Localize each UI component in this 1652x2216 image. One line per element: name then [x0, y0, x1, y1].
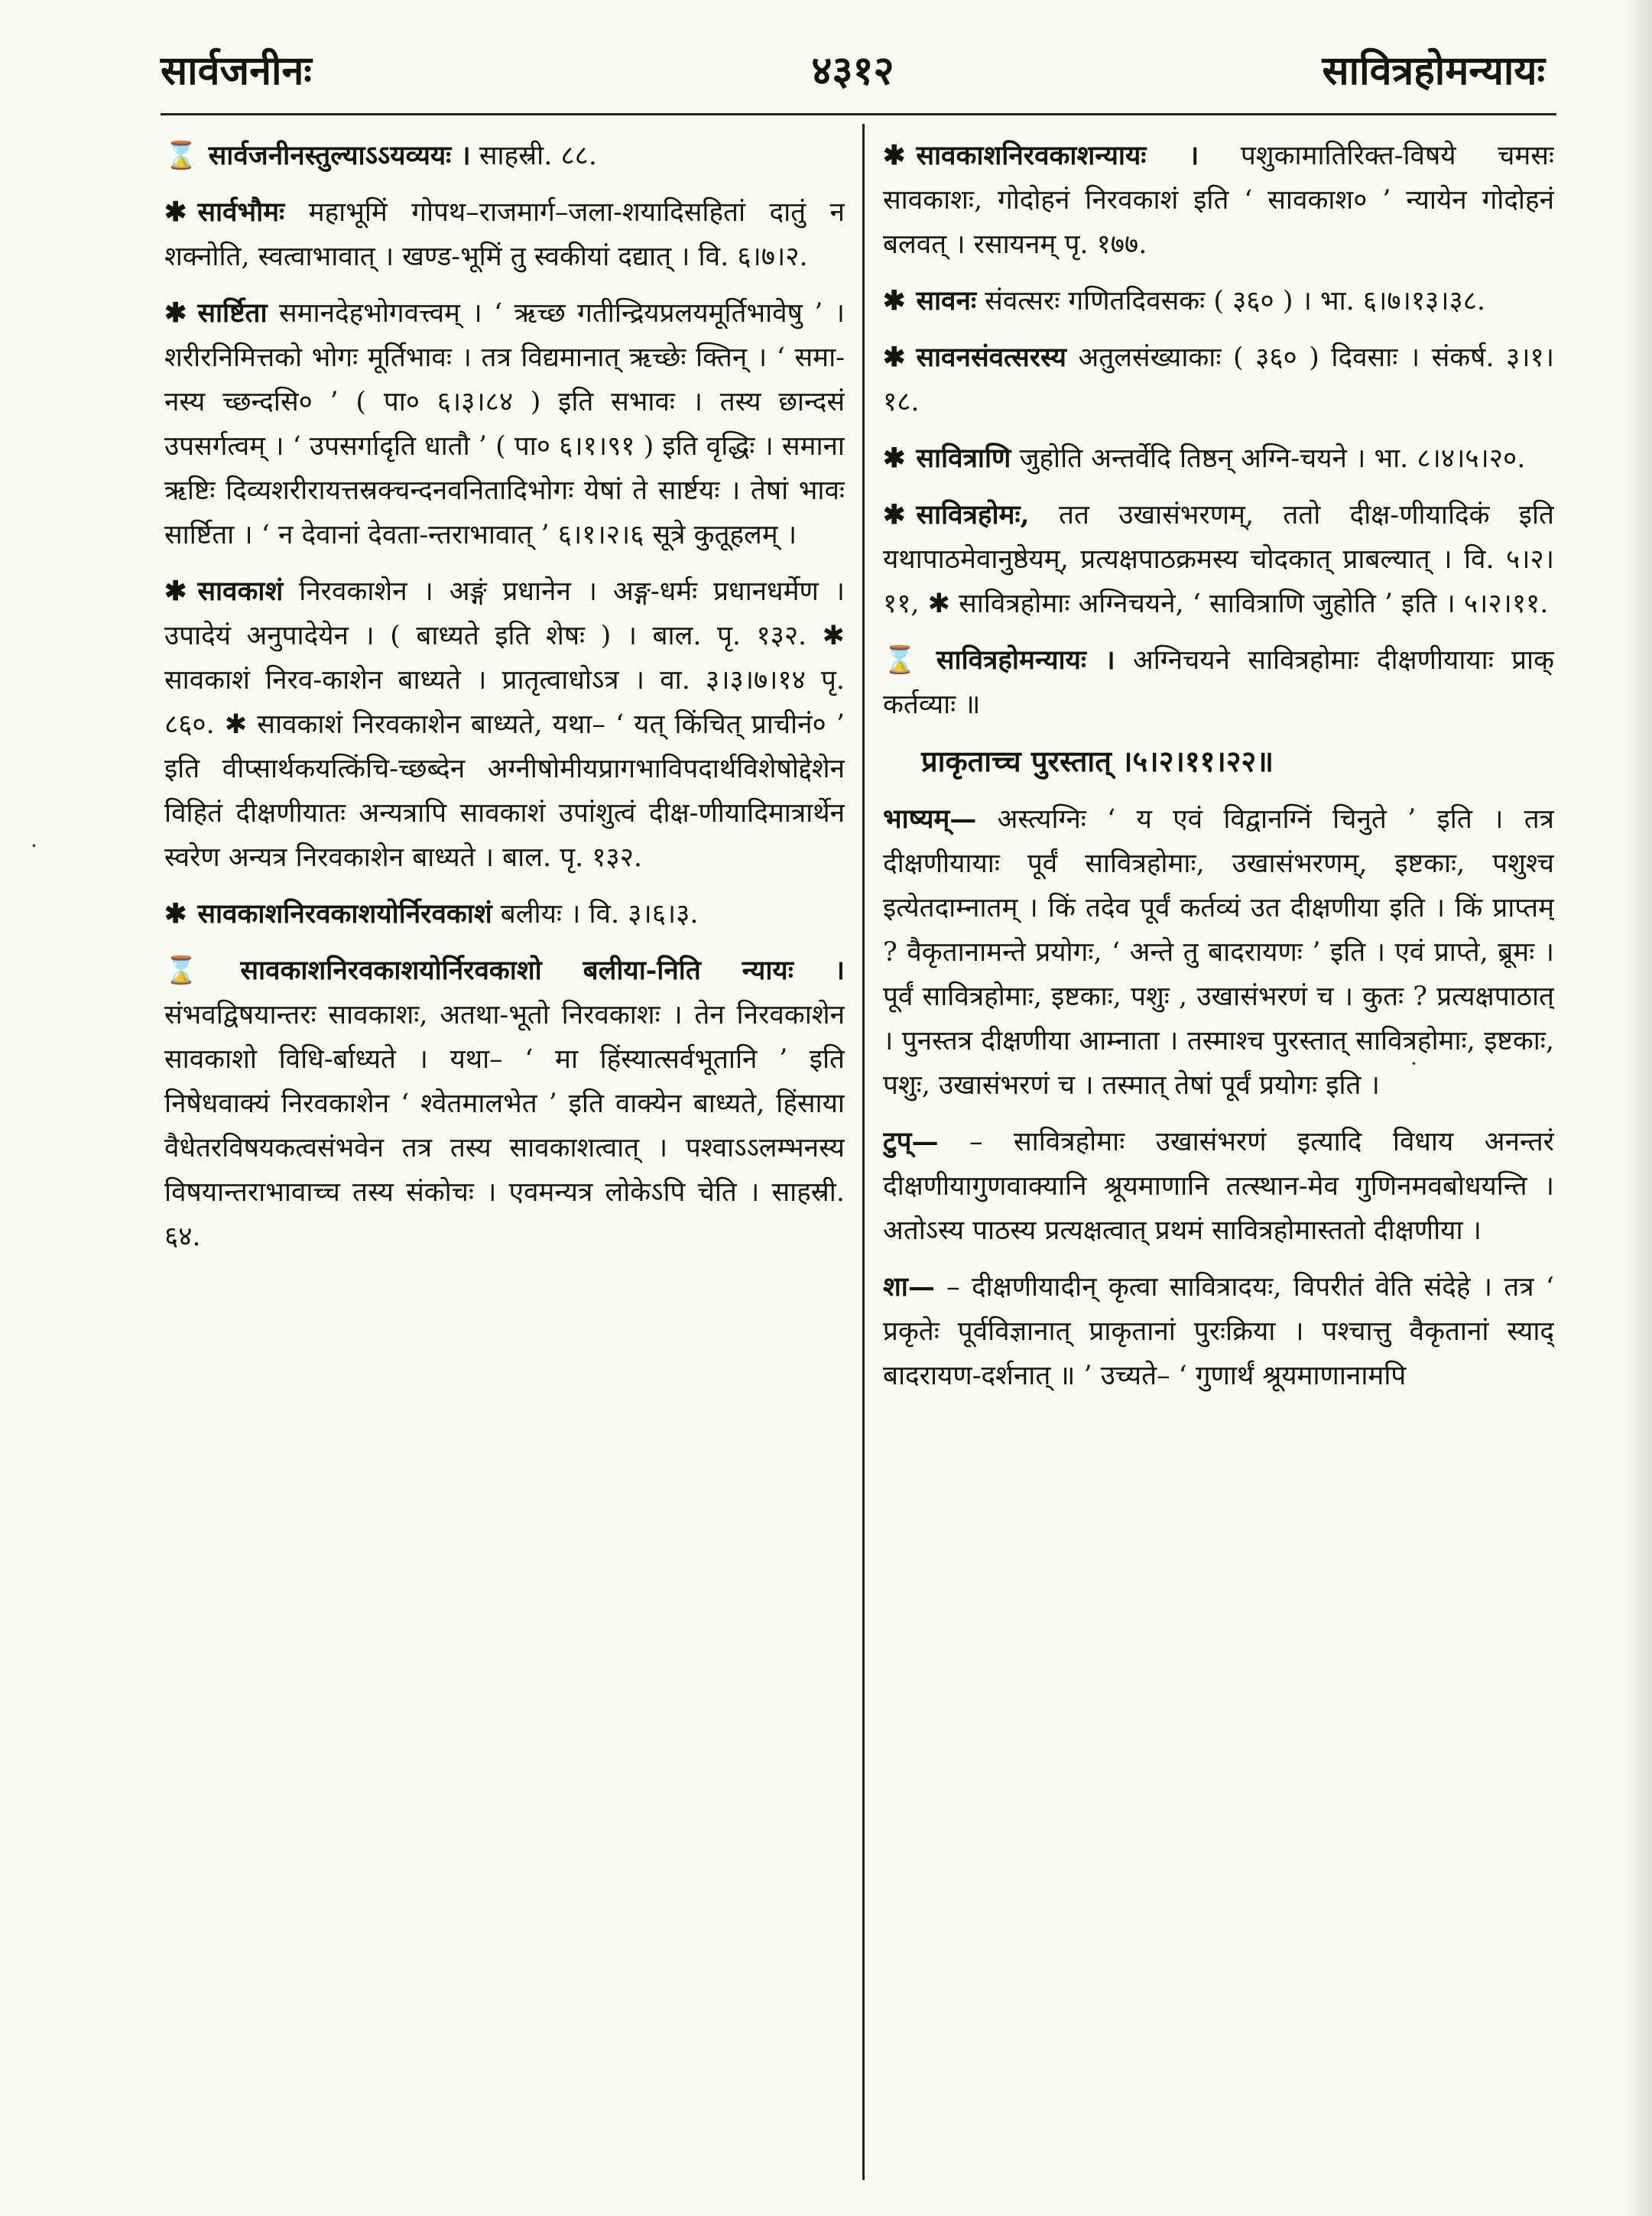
- entry-text: निरवकाशेन । अङ्गं प्रधानेन । अङ्ग-धर्मः प्रधानधर्मेण । उपादेयं अनुपादेयेन । ( बाध्यते इति शेषः ) । बाल. पृ. १३२. ✱ सावकाशं निरव-काशेन बाध्यते । प्रातृत्वाधोऽत्र । वा. ३।३।७।१४ पृ. ८६०. ✱ सावकाशं निरवकाशेन बाध्यते, यथा– ‘ यत् किंचित् प्राचीनं० ’ इति वीप्सार्थकयत्किंचि-च्छब्देन अग्नीषोमीयप्रागभाविपदार्थविशेषोद्देशेन विहितं दीक्षणीयातः अन्यत्रापि सावकाशं उपांशुत्वं दीक्ष-णीयादिमात्रार्थेन स्वरेण अन्यत्र निरवकाशेन बाध्यते । बाल. पृ. १३२.: [164, 576, 845, 873]
- asterisk-icon: ✱: [883, 499, 906, 530]
- entry-text: अस्त्यग्निः ‘ य एवं विद्वानग्निं चिनुते ’ इति । तत्र दीक्षणीयायाः पूर्वं सावित्रहोमाः, उखासंभरणम्, इष्टकाः, पशुश्च इत्येतदाम्नातम् । किं तदेव पूर्वं कर्तव्यं उत दीक्षणीया इति । किं प्राप्तम् ? वैकृतानामन्ते प्रयोगः, ‘ अन्ते तु बादरायणः ’ इति । एवं प्राप्ते, ब्रूमः । पूर्वं सावित्रहोमाः, इष्टकाः, पशुः , उखासंभरणं च । कुतः ? प्रत्यक्षपाठात् । पुनस्तत्र दीक्षणीया आम्नाता । तस्माश्च पुरस्तात् सावित्रहोमाः, इष्टकाः, पशुः, उखासंभरणं च । तस्मात् तेषां पूर्वं प्रयोगः इति ।: [883, 804, 1554, 1101]
- entry-headword: सावनसंवत्सरस्य: [916, 342, 1066, 373]
- asterisk-icon: ✱: [164, 297, 187, 329]
- entry-text: अतुलसंख्याकाः ( ३६० ) दिवसाः । संकर्ष. ३।१।१८.: [883, 342, 1554, 417]
- entry-headword: सावकाशं: [197, 576, 284, 607]
- hourglass-icon: ⌛: [164, 955, 230, 986]
- page-header: [161, 42, 1545, 103]
- asterisk-icon: ✱: [164, 196, 187, 228]
- entry-headword: सावित्रहोमः,: [916, 499, 1030, 530]
- right-column-entry: [883, 797, 1554, 1108]
- entry-headword: सावकाशनिरवकाशयोर्निरवकाशं: [197, 898, 492, 930]
- entry-headword: सार्वजनीनस्तुल्याऽऽयव्ययः ।: [208, 140, 471, 171]
- asterisk-icon: ✱: [883, 140, 906, 171]
- entry-text: अग्निचयने सावित्रहोमाः दीक्षणीयायाः प्राक् कर्तव्याः ॥: [883, 645, 1554, 720]
- margin-mark: ·: [1410, 1051, 1417, 1076]
- left-column-entry: [164, 892, 845, 936]
- entry-headword: सावकाशनिरवकाशन्यायः ।: [916, 140, 1199, 171]
- right-column-entry: [883, 436, 1554, 481]
- entry-headword: सार्वभौमः: [197, 196, 285, 228]
- entry-text: समानदेहभोगवत्त्वम् । ‘ ऋच्छ गतीन्द्रियप्रलयमूर्तिभावेषु ’ । शरीरनिमित्तको भोगः मूर्तिभावः । तत्र विद्यमानात् ऋच्छेः क्तिन् । ‘ समा-नस्य च्छन्दसि० ’ ( पा० ६।३।८४ ) इति सभावः । तस्य छान्दसं उपसर्गत्वम् । ‘ उपसर्गादृति धातौ ’ ( पा० ६।१।९१ ) इति वृद्धिः । समाना ऋष्टिः दिव्यशरीरायत्तस्रक्चन्दनवनितादिभोगः येषां ते सार्ष्टयः । तेषां भावः सार्ष्टिता । ‘ न देवानां देवता-न्तराभावात् ’ ६।१।२।६ सूत्रे कुतूहलम् ।: [164, 298, 845, 550]
- entry-headword: सावनः: [916, 285, 977, 316]
- asterisk-icon: ✱: [164, 898, 187, 930]
- entry-headword: सावित्राणि: [916, 443, 1011, 474]
- right-column-entry: [883, 1265, 1554, 1398]
- entry-text: तत उखासंभरणम्, ततो दीक्ष-णीयादिकं इति यथापाठमेवानुष्ठेयम्, प्रत्यक्षपाठक्रमस्य चोदकात् प्राबल्यात् । वि. ५।२।११, ✱ सावित्रहोमाः अग्निचयने, ‘ सावित्राणि जुहोति ’ इति । ५।२।११.: [883, 500, 1554, 619]
- scan-edge: [1621, 0, 1652, 2216]
- entry-text: महाभूमिं गोपथ–राजमार्ग–जला-शयादिसहितां दातुं न शक्नोति, स्वत्वाभावात् । खण्ड-भूमिं तु स्वकीयां दद्यात् । वि. ६।७।२.: [164, 197, 845, 272]
- right-column-entry: [883, 1120, 1554, 1253]
- header-left-keyword: सार्वजनीनः: [161, 47, 312, 94]
- left-column-entry: [164, 569, 845, 880]
- right-column: [883, 134, 1554, 1410]
- asterisk-icon: ✱: [883, 443, 906, 474]
- hourglass-icon: ⌛: [883, 644, 926, 676]
- column-separator: [862, 124, 865, 2180]
- header-right-keyword: सावित्रहोमन्यायः: [1322, 47, 1545, 94]
- entry-headword: सावकाशनिरवकाशयोर्निरवकाशो बलीया-निति न्यायः ।: [240, 955, 845, 986]
- margin-mark: ·: [31, 833, 37, 858]
- entry-text: संवत्सरः गणितदिवसकः ( ३६० ) । भा. ६।७।१३।३८.: [985, 286, 1486, 316]
- header-rule: [161, 113, 1556, 115]
- right-column-entry: [883, 336, 1554, 424]
- right-column-entry: [883, 134, 1554, 267]
- page-number: ४३१२: [811, 47, 894, 94]
- entry-headword: सार्ष्टिता: [197, 297, 268, 329]
- left-column-entry: [164, 134, 845, 178]
- entry-text: – सावित्रहोमाः उखासंभरणं इत्यादि विधाय अनन्तरं दीक्षणीयागुणवाक्यानि श्रूयमाणानि तत्स्थान-मेव गुणिनमवबोधयन्ति । अतोऽस्य पाठस्य प्रत्यक्षत्वात् प्रथमं सावित्रहोमास्ततो दीक्षणीया ।: [883, 1127, 1554, 1246]
- left-column: [164, 134, 845, 1271]
- entry-headword: शा—: [883, 1271, 935, 1303]
- asterisk-icon: ✱: [883, 342, 906, 373]
- sutra-line: प्राकृताच्च पुरस्तात् ।५।२।११।२२॥: [921, 744, 1274, 778]
- entry-text: संभवद्विषयान्तरः सावकाशः, अतथा-भूतो निरवकाशः । तेन निरवकाशेन सावकाशो विधि-र्बाध्यते । यथा– ‘ मा हिंस्यात्सर्वभूतानि ’ इति निषेधवाक्यं निरवकाशेन ‘ श्वेतमालभेत ’ इति वाक्येन बाध्यते, हिंसाया वैधेतरविषयकत्वसंभवेन तत्र तस्य सावकाशत्वात् । पश्वाऽऽलम्भनस्य विषयान्तराभावाच्च तस्य संकोचः । एवमन्यत्र लोकेऽपि चेति । साहस्री. ६४.: [164, 1000, 845, 1252]
- right-column-entry: [883, 739, 1554, 785]
- right-column-entry: [883, 493, 1554, 626]
- asterisk-icon: ✱: [883, 285, 906, 316]
- right-column-entry: [883, 279, 1554, 323]
- entry-text: – दीक्षणीयादीन् कृत्वा सावित्रादयः, विपरीतं वेति संदेहे । तत्र ‘ प्रकृतेः पूर्वविज्ञानात् प्राकृतानां पुरःक्रिया । पश्चात्तु वैकृतानां स्याद् बादरायण-दर्शनात् ॥ ’ उच्यते– ‘ गुणार्थं श्रूयमाणानामपि: [883, 1272, 1554, 1391]
- left-column-entry: [164, 291, 845, 557]
- hourglass-icon: ⌛: [164, 140, 198, 171]
- entry-text: साहस्री. ८८.: [479, 141, 597, 171]
- entry-headword: टुप्—: [883, 1126, 939, 1157]
- entry-text: पशुकामातिरिक्त-विषये चमसः सावकाशः, गोदोहनं निरवकाशं इति ‘ सावकाश० ’ न्यायेन गोदोहनं बलवत् । रसायनम् पृ. १७७.: [883, 141, 1554, 260]
- asterisk-icon: ✱: [164, 576, 187, 607]
- entry-headword: सावित्रहोमन्यायः ।: [936, 644, 1115, 676]
- entry-text: जुहोति अन्तर्वेदि तिष्ठन् अग्नि-चयने । भा. ८।४।५।२०.: [1019, 443, 1526, 474]
- entry-headword: भाष्यम्—: [883, 803, 977, 835]
- left-column-entry: [164, 949, 845, 1259]
- entry-text: बलीयः । वि. ३।६।३.: [500, 899, 699, 930]
- right-column-entry: [883, 638, 1554, 727]
- left-column-entry: [164, 190, 845, 279]
